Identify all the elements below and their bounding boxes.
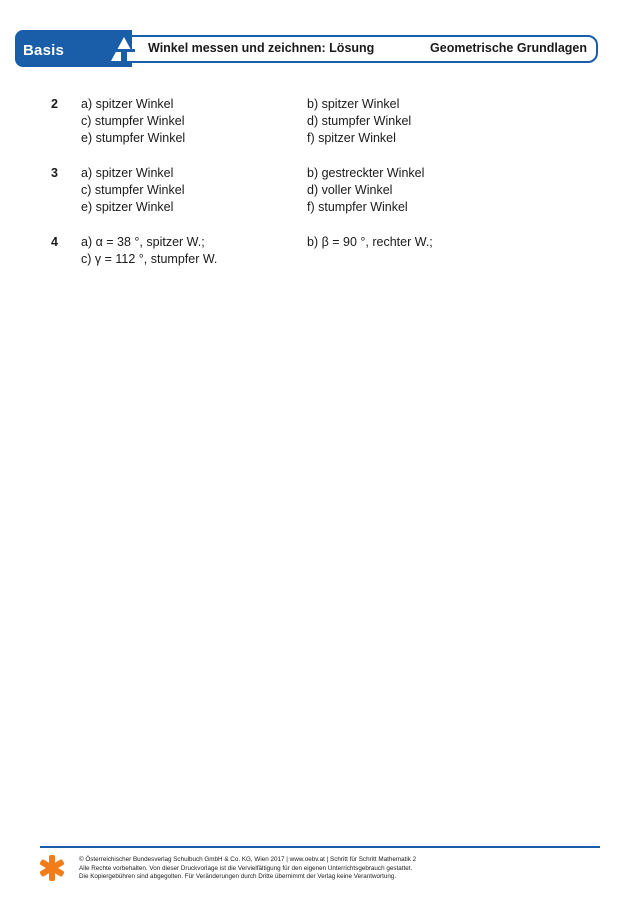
footer-copyright <box>79 856 416 882</box>
oebv-star-icon <box>38 853 66 883</box>
answer-line: a) spitzer Winkel <box>81 97 174 111</box>
level-badge <box>15 30 132 67</box>
answer-line: b) β = 90 °, rechter W.; <box>307 235 433 249</box>
footer-divider <box>40 846 600 848</box>
answer-line: f) stumpfer Winkel <box>307 200 408 214</box>
answer-line: a) α = 38 °, spitzer W.; <box>81 235 205 249</box>
subject-label: Geometrische Grundlagen <box>430 41 587 55</box>
answer-line: c) γ = 112 °, stumpfer W. <box>81 252 218 266</box>
answer-line: e) spitzer Winkel <box>81 200 174 214</box>
task-number: 3 <box>51 166 58 180</box>
footer-line: Alle Rechte vorbehalten. Von dieser Druckvorlage ist die Vervielfältigung für den eigenen Unterrichtsgebrauch gestattet. <box>79 864 413 872</box>
answer-line: b) gestreckter Winkel <box>307 166 425 180</box>
footer-line: © Österreichischer Bundesverlag Schulbuch GmbH & Co. KG, Wien 2017 | www.oebv.at | Schritt für Schritt Mathematik 2 <box>79 856 417 863</box>
page-title: Winkel messen und zeichnen: Lösung <box>148 41 375 55</box>
footer-line: Die Kopiergebühren sind abgegolten. Für Veränderungen durch Dritte übernimmt der Verlag keine Verantwortung. <box>79 873 397 881</box>
answer-line: b) spitzer Winkel <box>307 97 400 111</box>
answer-line: e) stumpfer Winkel <box>81 131 186 145</box>
answer-line: d) stumpfer Winkel <box>307 114 412 128</box>
badge-label: Basis <box>23 42 65 59</box>
answer-line: d) voller Winkel <box>307 183 393 197</box>
task-number: 4 <box>51 235 58 249</box>
answer-line: c) stumpfer Winkel <box>81 114 185 128</box>
answer-line: f) spitzer Winkel <box>307 131 396 145</box>
task-number: 2 <box>51 97 58 111</box>
triangle-level-icon <box>109 35 139 63</box>
answer-line: c) stumpfer Winkel <box>81 183 185 197</box>
answer-line: a) spitzer Winkel <box>81 166 174 180</box>
